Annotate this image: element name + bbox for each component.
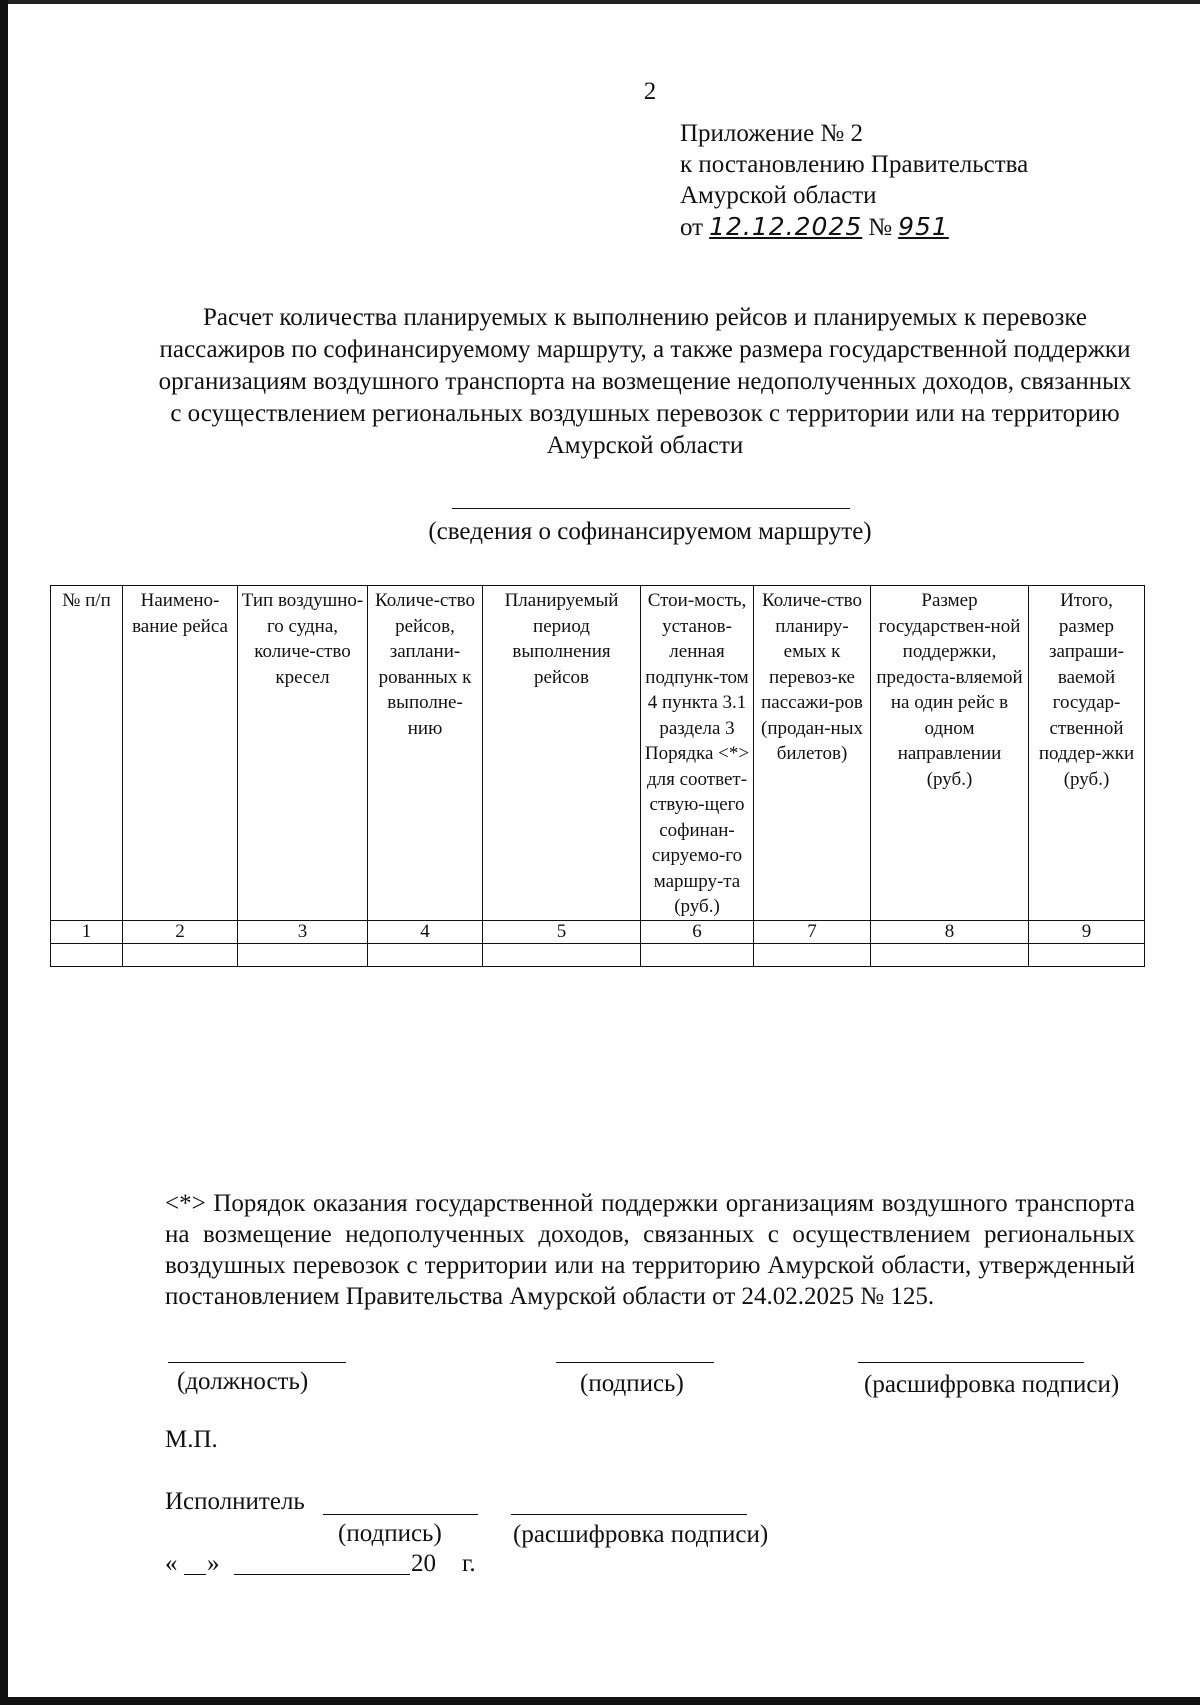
handwritten-date: 12.12.2025 bbox=[709, 212, 863, 241]
column-number: 4 bbox=[368, 920, 483, 943]
empty-data-row bbox=[51, 943, 1145, 966]
empty-cell bbox=[1029, 943, 1145, 966]
header-cell: Наимено-вание рейса bbox=[123, 586, 238, 921]
appendix-header bbox=[680, 118, 1028, 243]
scan-border-top bbox=[0, 0, 1200, 4]
year-suffix: г. bbox=[462, 1550, 476, 1577]
executor-decoding-label: (расшифровка подписи) bbox=[513, 1521, 769, 1548]
scan-border-left bbox=[0, 0, 8, 1705]
table-header-row bbox=[51, 586, 1145, 921]
position-label: (должность) bbox=[177, 1368, 309, 1395]
column-number: 1 bbox=[51, 920, 123, 943]
header-cell: Тип воздушно-го судна, количе-ство кресел bbox=[238, 586, 368, 921]
column-number: 2 bbox=[123, 920, 238, 943]
header-cell: № п/п bbox=[51, 586, 123, 921]
date-close-quote: » bbox=[207, 1550, 220, 1577]
executor-signature-label: (подпись) bbox=[338, 1520, 442, 1547]
month-blank-line bbox=[234, 1574, 410, 1575]
day-blank-line bbox=[184, 1574, 206, 1575]
page-number: 2 bbox=[643, 78, 657, 105]
header-cell: Размер государствен-ной поддержки, предоста-вляемой на один рейс в одном направлении (руб.) bbox=[871, 586, 1029, 921]
stamp-label: М.П. bbox=[165, 1426, 218, 1453]
route-caption: (сведения о софинансируемом маршруте) bbox=[428, 518, 872, 545]
signature-line bbox=[556, 1362, 714, 1363]
header-cell: Стои-мость, установ-ленная подпунк-том 4 пункта 3.1 раздела 3 Порядка <*> для соответ-ствую-щего софинан-сируемо-го маршру-та (руб.) bbox=[641, 586, 754, 921]
column-number: 8 bbox=[871, 920, 1029, 943]
document-title: Расчет количества планируемых к выполнению рейсов и планируемых к перевозке пассажиров по софинансируемому маршруту, а также размера государственной поддержки организациям воздушного транспорта на возмещение недополученных доходов, связанных с осуществлением региональных воздушных перевозок с территории или на территорию Амурской области bbox=[158, 304, 1132, 459]
empty-cell bbox=[368, 943, 483, 966]
decoding-line bbox=[858, 1362, 1084, 1363]
scan-border-bottom bbox=[0, 1697, 1200, 1705]
column-number-row bbox=[51, 920, 1145, 943]
header-cell: Итого, размер запраши-ваемой государ-ственной поддер-жки (руб.) bbox=[1029, 586, 1145, 921]
empty-cell bbox=[51, 943, 123, 966]
empty-cell bbox=[641, 943, 754, 966]
header-cell: Количе-ство планиру-емых к перевоз-ке пассажи-ров (продан-ных билетов) bbox=[754, 586, 871, 921]
appendix-line-3: Амурской области bbox=[680, 182, 877, 209]
appendix-line-1: Приложение № 2 bbox=[680, 120, 864, 147]
date-open-quote: « bbox=[165, 1550, 178, 1577]
column-number: 3 bbox=[238, 920, 368, 943]
date-prefix: от bbox=[680, 214, 704, 241]
signature-label: (подпись) bbox=[580, 1370, 684, 1397]
header-cell: Планируемый период выполнения рейсов bbox=[483, 586, 641, 921]
empty-cell bbox=[871, 943, 1029, 966]
year-prefix: 20 bbox=[411, 1550, 436, 1577]
executor-signature-line bbox=[323, 1514, 478, 1515]
empty-cell bbox=[123, 943, 238, 966]
empty-cell bbox=[754, 943, 871, 966]
position-line bbox=[168, 1362, 346, 1363]
column-number: 9 bbox=[1029, 920, 1145, 943]
empty-cell bbox=[238, 943, 368, 966]
decoding-label: (расшифровка подписи) bbox=[864, 1371, 1120, 1398]
empty-cell bbox=[483, 943, 641, 966]
appendix-date-line bbox=[680, 211, 1028, 243]
header-cell: Количе-ство рейсов, заплани-рованных к выполне-нию bbox=[368, 586, 483, 921]
column-number: 7 bbox=[754, 920, 871, 943]
footnote: <*> Порядок оказания государственной поддержки организациям воздушного транспорта на возмещение недополученных доходов, связанных с осуществлением региональных воздушных перевозок с территории или на территорию Амурской области, утвержденный постановлением Правительства Амурской области от 24.02.2025 № 125. bbox=[165, 1190, 1135, 1310]
executor-label: Исполнитель bbox=[165, 1488, 305, 1515]
route-blank-line bbox=[452, 508, 850, 509]
appendix-line-2: к постановлению Правительства bbox=[680, 151, 1029, 178]
calculation-table bbox=[50, 585, 1145, 967]
column-number: 5 bbox=[483, 920, 641, 943]
number-prefix: № bbox=[868, 214, 893, 241]
column-number: 6 bbox=[641, 920, 754, 943]
handwritten-number: 951 bbox=[898, 212, 949, 241]
executor-decoding-line bbox=[511, 1514, 747, 1515]
